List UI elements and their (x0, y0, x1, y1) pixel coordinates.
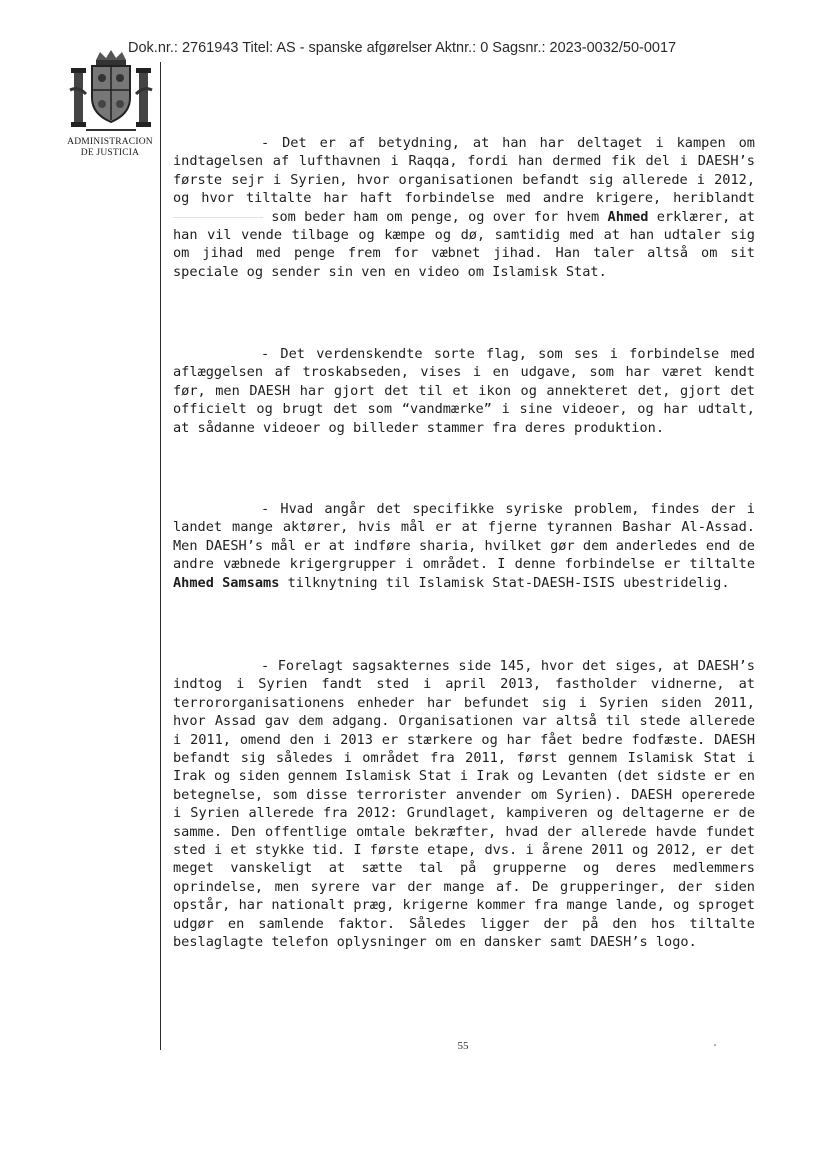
seal-caption (50, 137, 170, 159)
seal-caption-line1: ADMINISTRACION (67, 137, 153, 147)
paragraph-3-text-a: - Hvad angår det specifikke syriske problem, findes der i landet mange aktører, hvis mål er at fjerne tyrannen Bashar Al-Assad. Men DAESH’s mål er at indføre sharia, hvilket gør dem anderledes end de andre væbnede krigergrupper i området. I denne forbindelse er tiltalte (173, 501, 755, 573)
paragraph-1 (173, 134, 755, 281)
paragraph-4-text: - Forelagt sagsakternes side 145, hvor det siges, at DAESH’s indtog i Syrien fandt sted i april 2013, fastholder vidnerne, at terrororganisationens enheder har befundet sig i Syrien siden 2011, hvor Assad gav dem adgang. Organisationen var altså til stede allerede i 2011, omend den i 2013 er stærkere og har fået bedre fodfæste. DAESH befandt sig således i området fra 2011, først gennem Islamisk Stat i Irak og siden gennem Islamisk Stat i Irak og Levanten (det sidste er en betegnelse, som disse terrorister anvender om Syrien). DAESH opererede i Syrien allerede fra 2012: Grundlaget, kampiveren og deltagerne er de samme. Den offentlige omtale bekræfter, hvad der allerede havde fundet sted i et stykke tid. I første etape, dvs. i årene 2011 og 2012, er det meget vanskeligt at sætte tal på grupperne og deres medlemmers oprindelse, men syrere var der mange af. De grupperinger, der siden opstår, har nationalt præg, krigerne kommer fra mange lande, og sproget udgør en samlende faktor. Således ligger der på den hos tiltalte beslaglagte telefon oplysninger om en dansker samt DAESH’s logo. (173, 658, 755, 951)
paragraph-3 (173, 500, 755, 592)
margin-rule (160, 62, 161, 1050)
paragraph-3-text-b: tilknytning til Islamisk Stat-DAESH-ISIS ubestridelig. (287, 574, 730, 591)
redaction-mark (173, 216, 263, 218)
coat-of-arms-icon (56, 50, 166, 140)
paragraph-1-text-c: erklærer, at han vil vende tilbage og kæmpe og dø, samtidig med at han udtaler sig om jihad med penge frem for væbnet jihad. Han taler altså om sit speciale og sender sin ven en video om Islamisk Stat. (173, 208, 755, 280)
seal-caption-line2: DE JUSTICIA (80, 148, 140, 158)
paragraph-2-text: - Det verdenskendte sorte flag, som ses i forbindelse med aflæggelsen af troskabseden, vises i en udgave, som har været kendt før, men DAESH har gjort det til et ikon og annekteret det, gjort det officielt og brugt det som “vandmærke” i sine videoer, og har udtalt, at sådanne videoer og billeder stammer fra deres produktion. (173, 346, 755, 436)
scan-speck (714, 1044, 716, 1046)
paragraph-1-text-a: - Det er af betydning, at han har deltaget i kampen om indtagelsen af lufthavnen i Raqqa, fordi han dermed fik del i DAESH’s første sejr i Syrien, hvor organisationen befandt sig allerede i 2012, og hvor tiltalte har haft forbindelse med andre krigere, heriblandt (173, 135, 755, 207)
paragraph-1-name: Ahmed (607, 208, 649, 225)
paragraph-2 (173, 345, 755, 437)
page-number: 55 (457, 1040, 469, 1052)
paragraph-3-name: Ahmed Samsams (173, 574, 280, 591)
document-header: Dok.nr.: 2761943 Titel: AS - spanske afgørelser Aktnr.: 0 Sagsnr.: 2023-0032/50-0017 (128, 40, 677, 56)
paragraph-4 (173, 657, 755, 952)
paragraph-1-text-b: som beder ham om penge, og over for hvem (271, 208, 600, 225)
